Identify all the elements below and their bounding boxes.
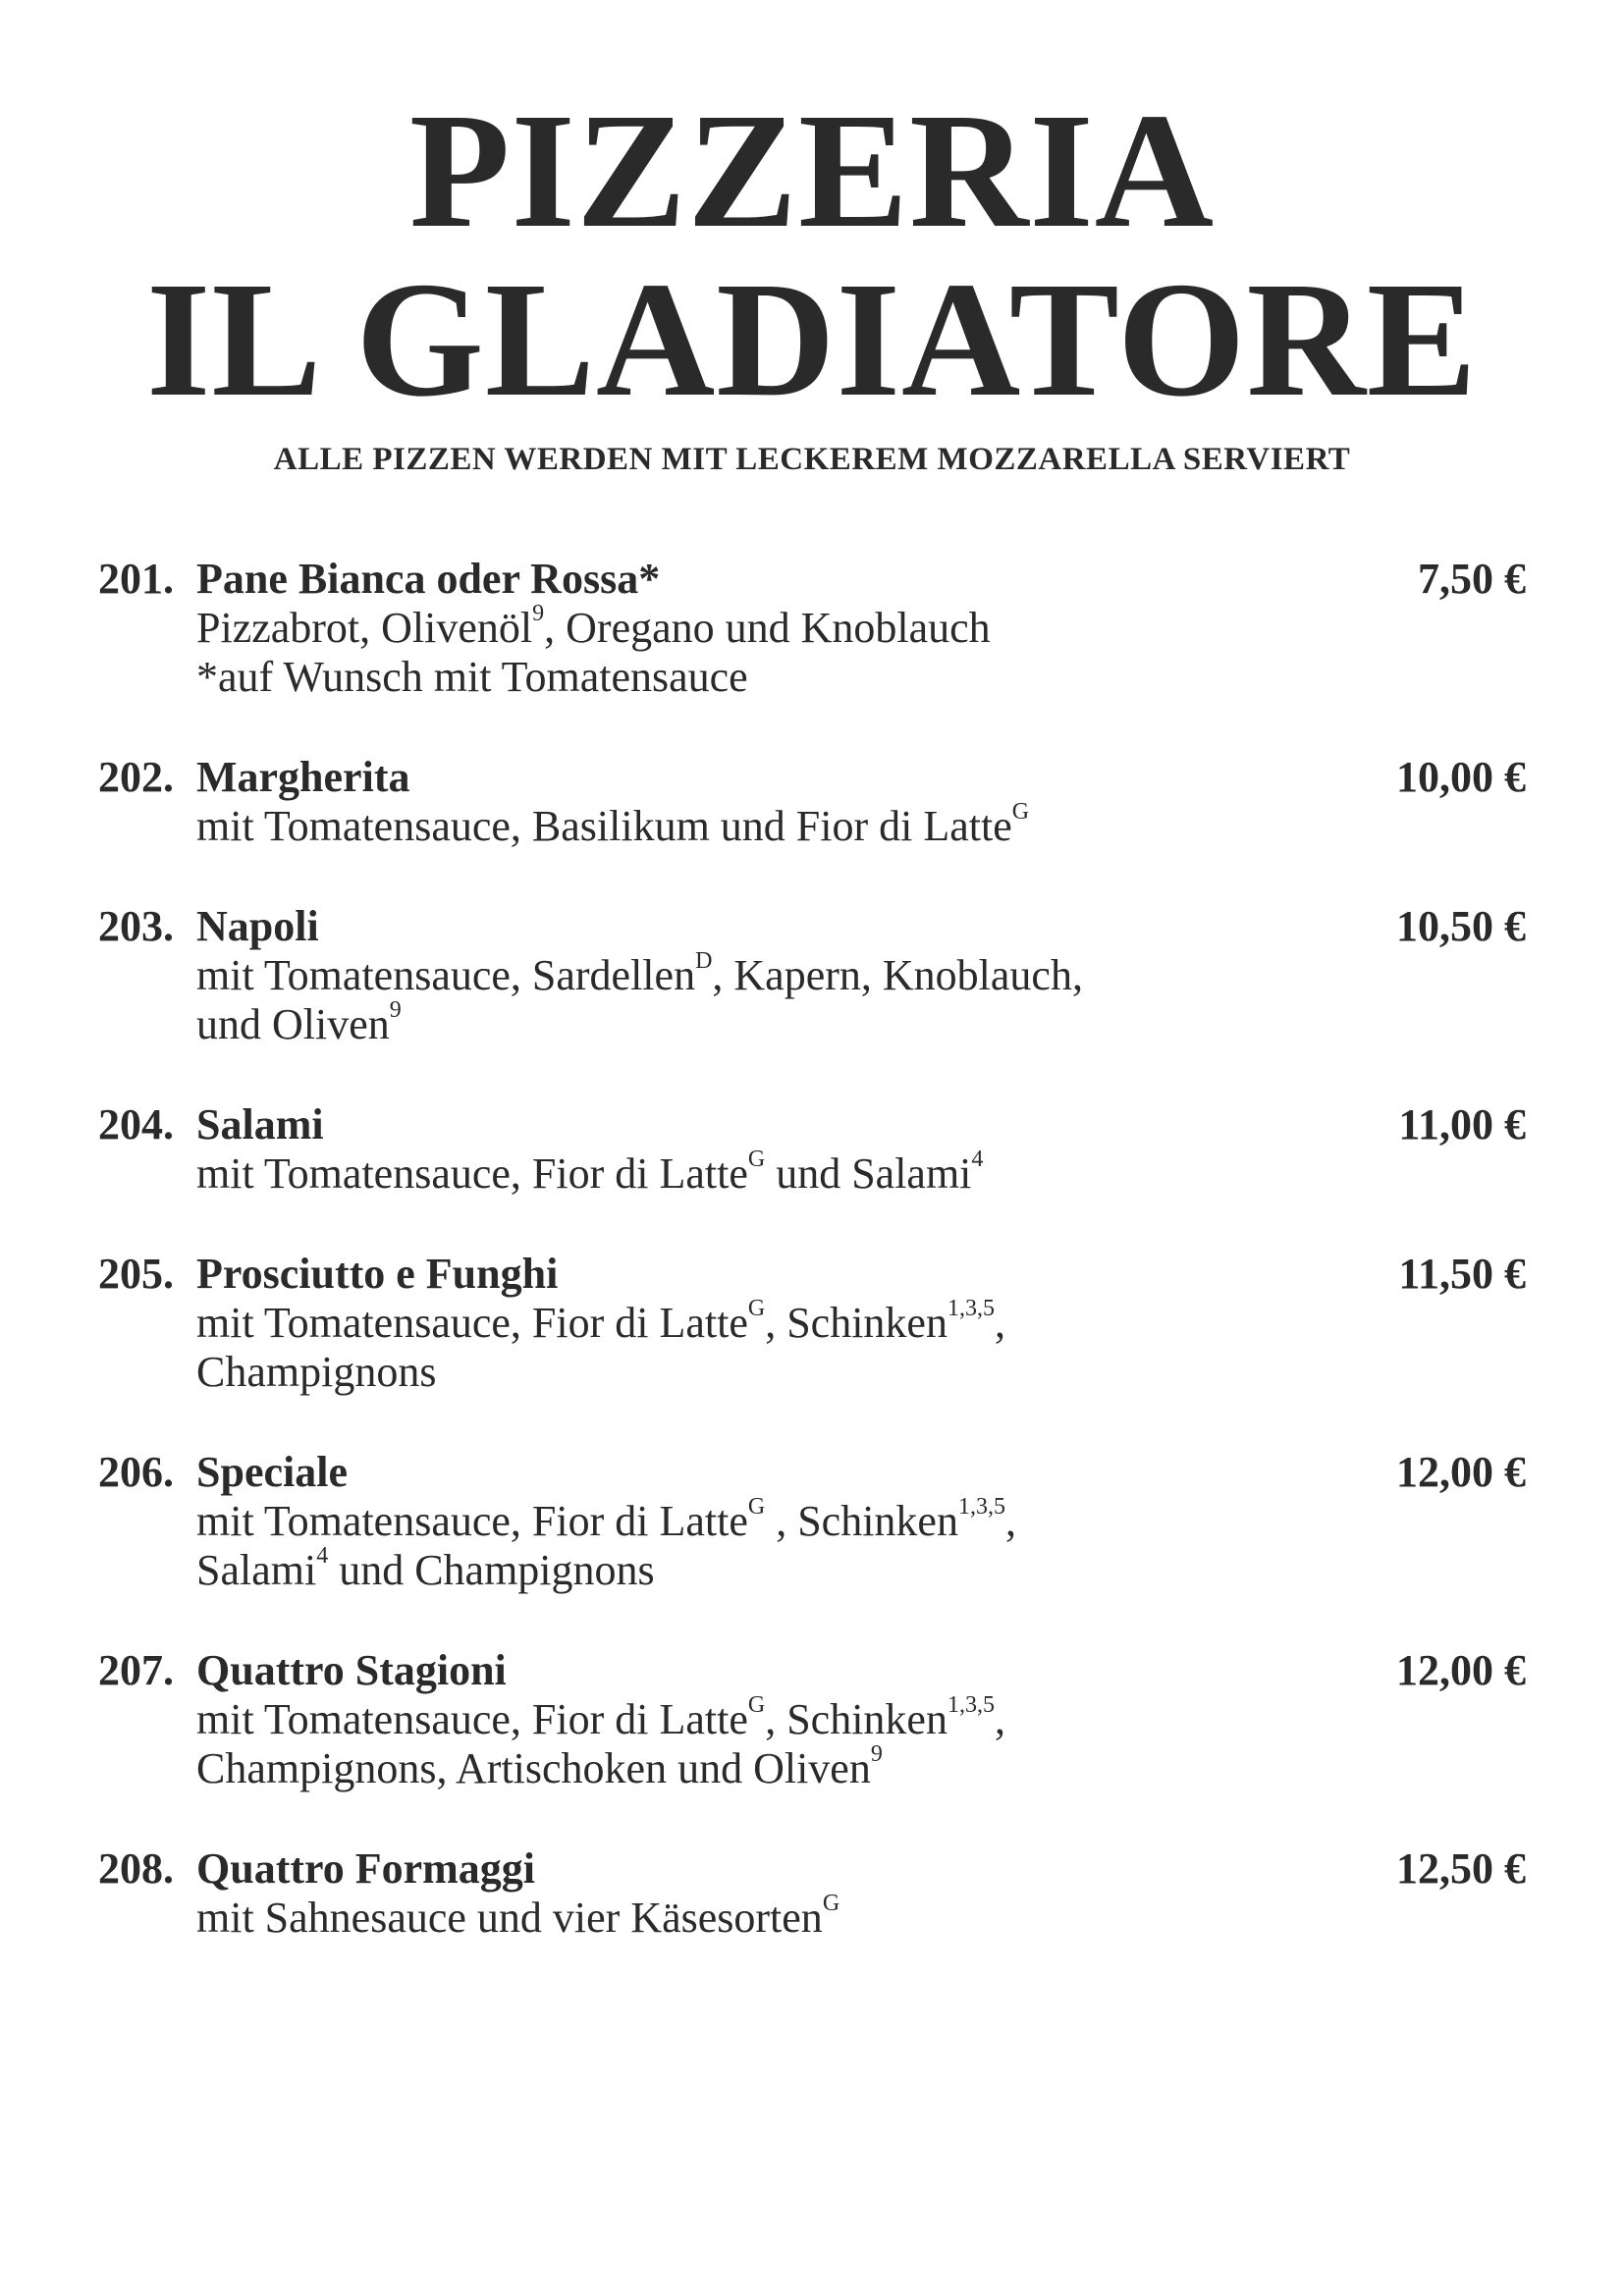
description-line	[196, 997, 1526, 1049]
item-number: 205.	[98, 1250, 174, 1298]
item-description	[196, 948, 1526, 1049]
allergen-footnote: G	[1011, 799, 1030, 826]
menu-item	[98, 1448, 1526, 1595]
description-text: mit Tomatensauce, Fior di Latte	[196, 1695, 748, 1743]
description-line	[196, 1891, 1526, 1943]
item-name: Margherita	[196, 753, 410, 801]
description-text: Champignons, Artischoken und Oliven	[196, 1744, 871, 1792]
item-description	[196, 1494, 1526, 1595]
description-line	[196, 1741, 1526, 1793]
item-description	[196, 1692, 1526, 1793]
item-number: 201.	[98, 555, 174, 603]
description-text: mit Tomatensauce, Sardellen	[196, 951, 696, 999]
allergen-footnote: G	[747, 1296, 766, 1322]
allergen-footnote: D	[695, 948, 713, 975]
item-name: Salami	[196, 1100, 324, 1148]
item-price: 11,50 €	[1398, 1250, 1526, 1298]
description-line	[196, 1494, 1526, 1546]
description-text: , Schinken	[765, 1695, 947, 1743]
menu-item	[98, 1844, 1526, 1943]
menu-item	[98, 555, 1526, 702]
title-line-2: IL GLADIATORE	[146, 248, 1478, 431]
menu-list	[98, 555, 1526, 1943]
item-number: 204.	[98, 1100, 174, 1148]
description-line	[196, 601, 1526, 653]
allergen-footnote: 1,3,5	[947, 1296, 995, 1322]
description-text: Champignons	[196, 1348, 437, 1396]
menu-item-header	[98, 1100, 1526, 1149]
item-description	[196, 1296, 1526, 1397]
item-description	[196, 601, 1526, 702]
item-description	[196, 1149, 1526, 1199]
item-price: 11,00 €	[1398, 1100, 1526, 1148]
allergen-footnote: 9	[389, 997, 402, 1024]
allergen-footnote: 4	[971, 1147, 984, 1173]
description-text: ,	[1004, 1497, 1016, 1545]
item-price: 12,50 €	[1396, 1844, 1526, 1893]
subtitle: ALLE PIZZEN WERDEN MIT LECKEREM MOZZARELLA SERVIERT	[273, 442, 1351, 477]
item-description	[196, 1891, 1526, 1943]
item-price: 10,00 €	[1396, 753, 1526, 801]
allergen-footnote: 9	[870, 1741, 883, 1768]
menu-item	[98, 1646, 1526, 1793]
menu-item-header	[98, 1646, 1526, 1695]
description-line	[196, 1149, 1526, 1199]
description-line	[196, 799, 1526, 851]
menu-item-header	[98, 1844, 1526, 1894]
item-number: 208.	[98, 1844, 174, 1893]
description-text: und Champignons	[328, 1546, 655, 1594]
item-name: Napoli	[196, 902, 319, 950]
item-name: Prosciutto e Funghi	[196, 1250, 559, 1298]
menu-item	[98, 753, 1526, 851]
allergen-footnote: 9	[532, 601, 545, 627]
description-text: ,	[994, 1695, 1005, 1743]
menu-item-header	[98, 902, 1526, 951]
menu-item-header	[98, 753, 1526, 802]
page-title	[0, 80, 1624, 431]
description-text: , Oregano und Knoblauch	[544, 604, 991, 652]
allergen-footnote: G	[747, 1147, 766, 1173]
description-text: Salami	[196, 1546, 317, 1594]
item-price: 12,00 €	[1396, 1646, 1526, 1694]
description-text: ,	[994, 1299, 1005, 1347]
description-line	[196, 1296, 1526, 1348]
description-text: Pizzabrot, Olivenöl	[196, 604, 533, 652]
item-description	[196, 799, 1526, 851]
item-number: 203.	[98, 902, 174, 950]
item-number: 206.	[98, 1448, 174, 1496]
description-text: , Schinken	[765, 1497, 958, 1545]
description-text: und Oliven	[196, 1000, 390, 1048]
menu-item-header	[98, 1448, 1526, 1497]
title-line-1: PIZZERIA	[408, 80, 1216, 262]
menu-item-header	[98, 1250, 1526, 1299]
description-text: mit Tomatensauce, Basilikum und Fior di Latte	[196, 802, 1012, 850]
allergen-footnote: G	[747, 1494, 766, 1521]
allergen-footnote: 1,3,5	[947, 1692, 995, 1719]
item-name: Pane Bianca oder Rossa*	[196, 555, 661, 603]
item-number: 207.	[98, 1646, 174, 1694]
description-text: *auf Wunsch mit Tomatensauce	[196, 653, 748, 701]
item-price: 10,50 €	[1396, 902, 1526, 950]
description-text: , Schinken	[765, 1299, 947, 1347]
allergen-footnote: G	[747, 1692, 766, 1719]
description-line	[196, 653, 1526, 702]
allergen-footnote: 1,3,5	[957, 1494, 1005, 1521]
description-line	[196, 1543, 1526, 1595]
menu-item	[98, 1100, 1526, 1199]
allergen-footnote: G	[822, 1891, 840, 1917]
description-text: und Salami	[765, 1149, 972, 1198]
item-name: Quattro Stagioni	[196, 1646, 507, 1694]
description-text: mit Sahnesauce und vier Käsesorten	[196, 1894, 823, 1942]
item-price: 12,00 €	[1396, 1448, 1526, 1496]
description-text: mit Tomatensauce, Fior di Latte	[196, 1497, 748, 1545]
item-price: 7,50 €	[1418, 555, 1526, 603]
description-line	[196, 1692, 1526, 1744]
description-text: , Kapern, Knoblauch,	[712, 951, 1083, 999]
description-line	[196, 1348, 1526, 1397]
allergen-footnote: 4	[316, 1543, 329, 1570]
menu-item-header	[98, 555, 1526, 604]
menu-item	[98, 902, 1526, 1049]
item-name: Speciale	[196, 1448, 348, 1496]
description-line	[196, 948, 1526, 1000]
menu-item	[98, 1250, 1526, 1397]
description-text: mit Tomatensauce, Fior di Latte	[196, 1299, 748, 1347]
description-text: mit Tomatensauce, Fior di Latte	[196, 1149, 748, 1198]
item-name: Quattro Formaggi	[196, 1844, 536, 1893]
item-number: 202.	[98, 753, 174, 801]
